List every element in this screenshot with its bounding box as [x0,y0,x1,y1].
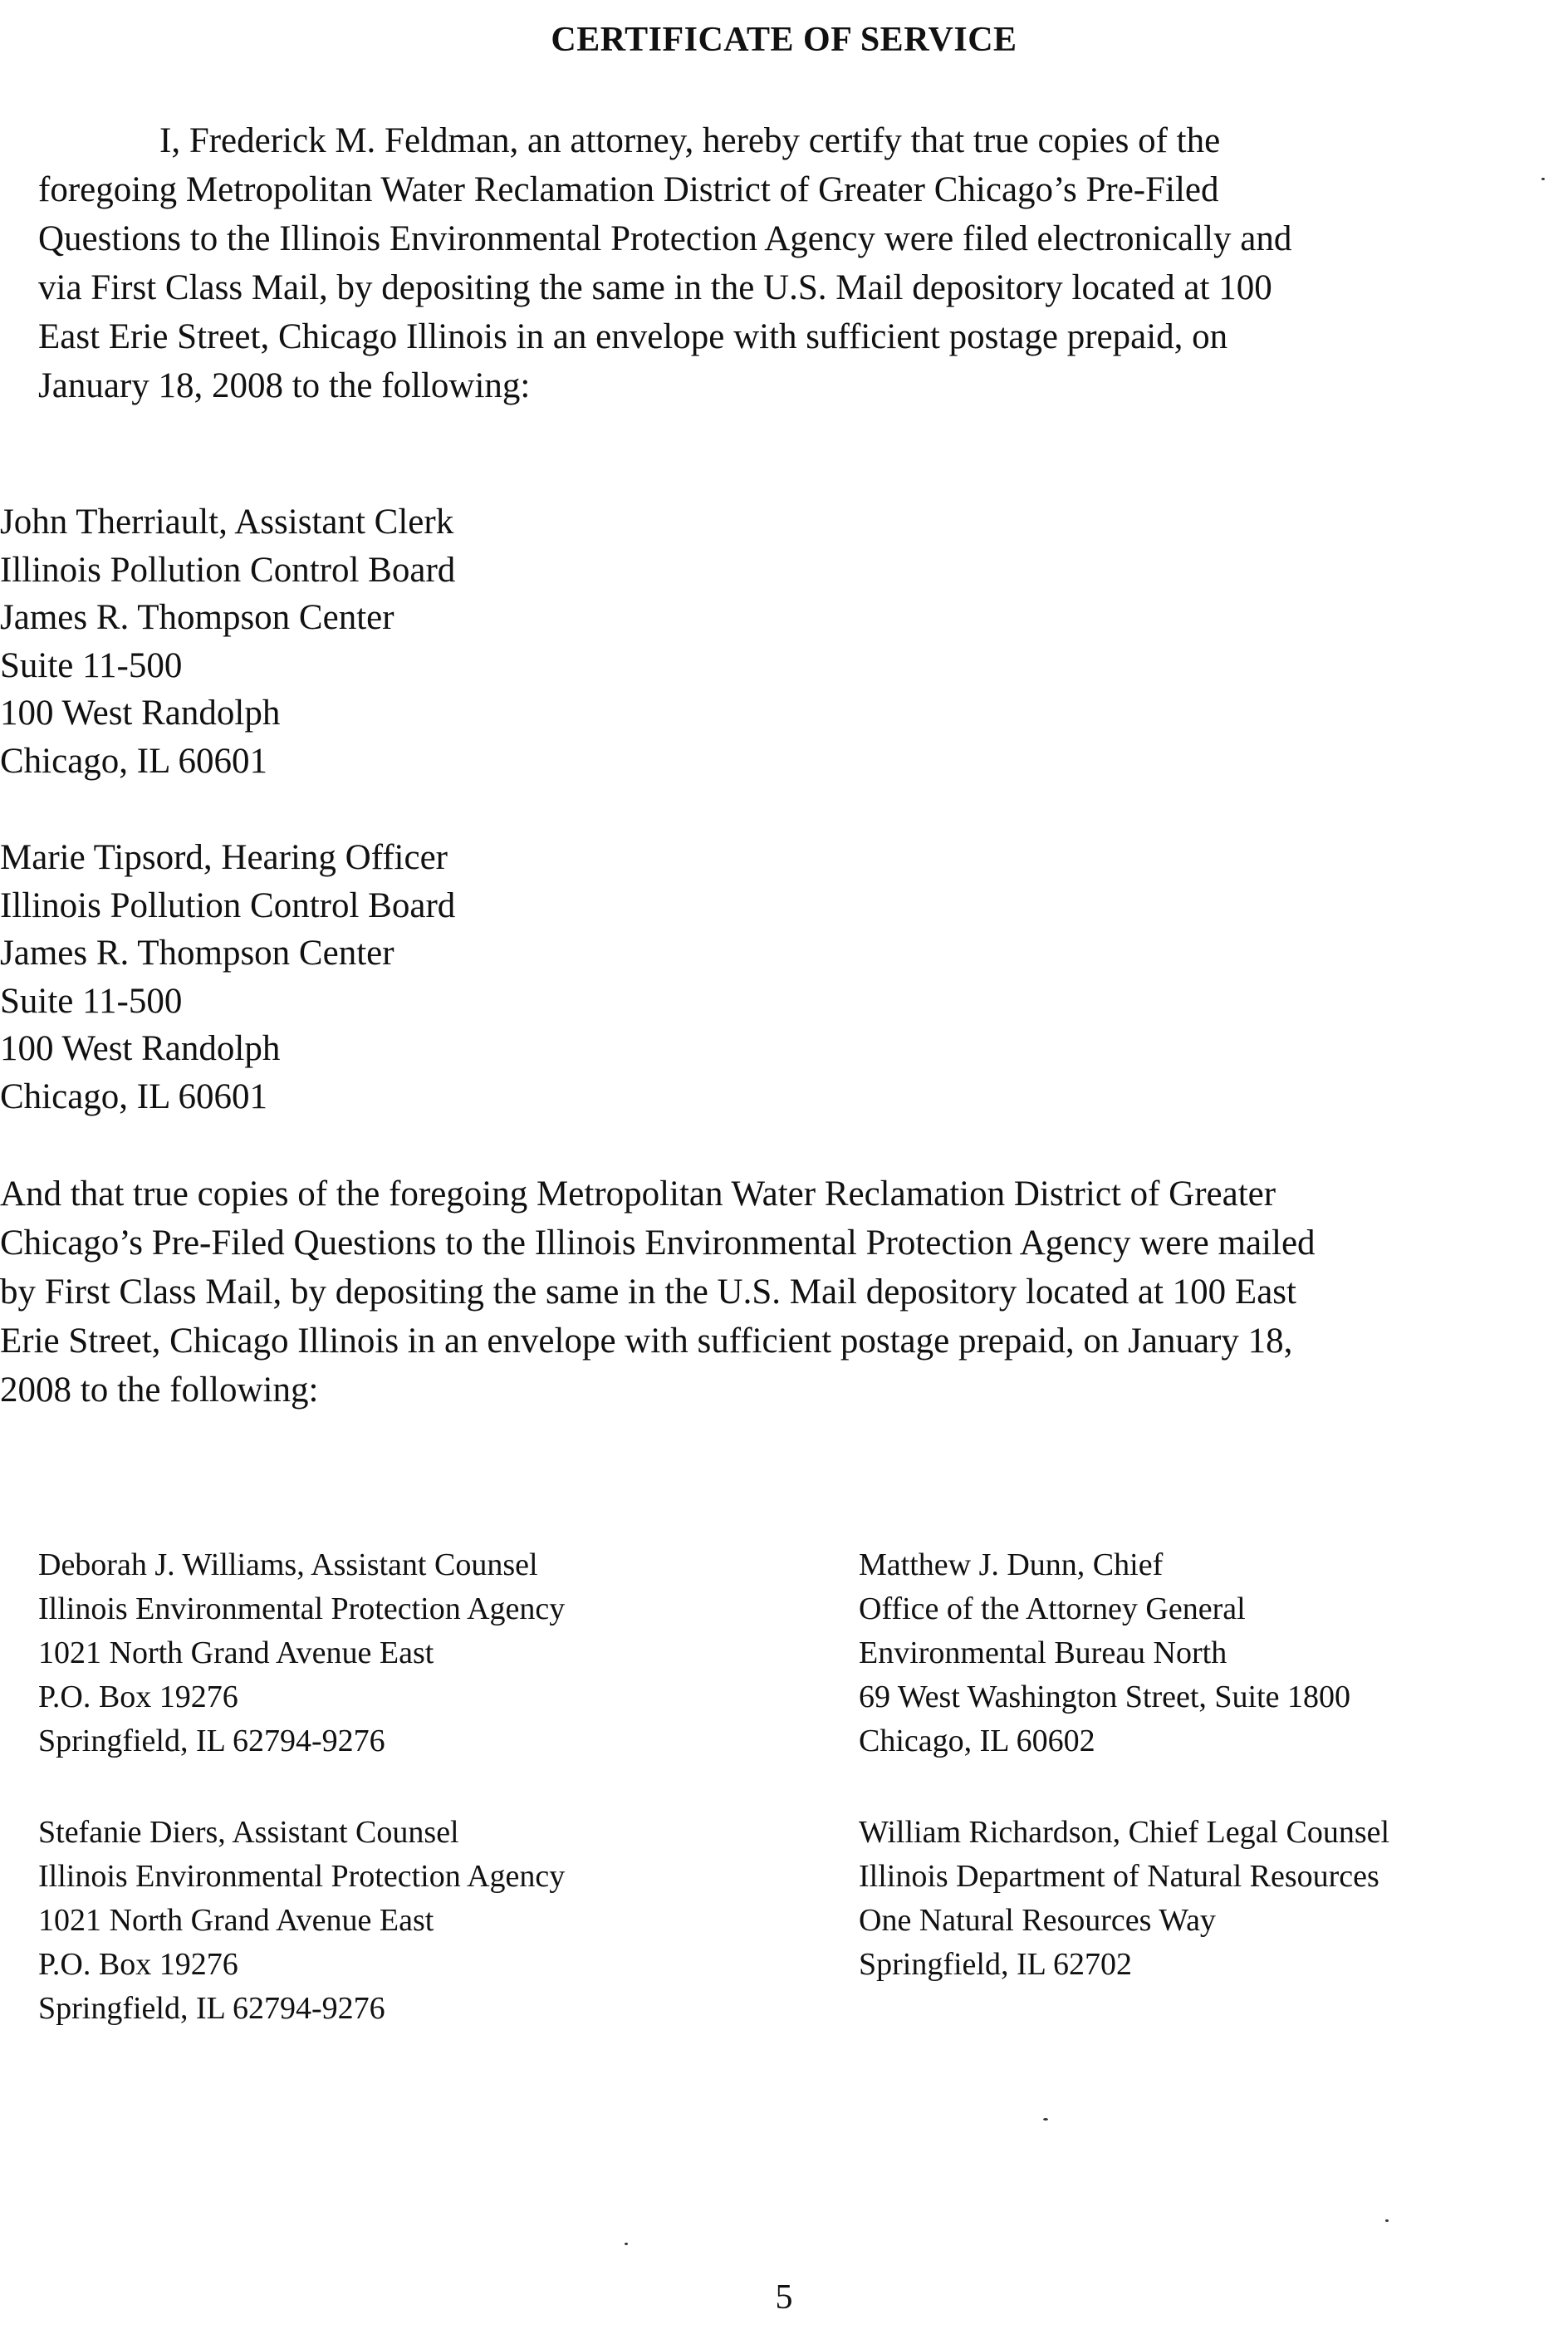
paragraph-line: East Erie Street, Chicago Illinois in an envelope with sufficient postage prepaid, on [38,317,1228,356]
paragraph-line: via First Class Mail, by depositing the same in the U.S. Mail depository located at 100 [38,268,1272,307]
paragraph-line: January 18, 2008 to the following: [38,366,531,405]
paragraph-line: foregoing Metropolitan Water Reclamation District of Greater Chicago’s Pre-Filed [38,170,1219,209]
address-line: One Natural Resources Way [859,1903,1216,1938]
address-line: Illinois Department of Natural Resources [859,1859,1379,1894]
address-line: James R. Thompson Center [0,934,394,973]
address-line: Deborah J. Williams, Assistant Counsel [38,1547,538,1582]
address-line: Chicago, IL 60602 [859,1724,1095,1758]
address-line: P.O. Box 19276 [38,1947,238,1982]
certification-paragraph [38,116,1291,410]
address-line: P.O. Box 19276 [38,1679,238,1714]
address-line: John Therriault, Assistant Clerk [0,503,454,542]
address-line: Illinois Pollution Control Board [0,885,456,925]
address-line: Marie Tipsord, Hearing Officer [0,838,448,877]
paragraph-line: And that true copies of the foregoing Metropolitan Water Reclamation District of Greater [0,1174,1276,1214]
address-line: Illinois Pollution Control Board [0,550,456,590]
scan-speck [1043,2118,1048,2121]
paragraph-line: Chicago’s Pre-Filed Questions to the Illinois Environmental Protection Agency were mailed [0,1223,1316,1263]
paragraph-line: Questions to the Illinois Environmental Protection Agency were filed electronically and [38,219,1292,258]
recipient-address-richardson [859,1811,1389,1987]
address-line: 100 West Randolph [0,1029,281,1069]
address-line: Stefanie Diers, Assistant Counsel [38,1815,459,1850]
address-line: Suite 11-500 [0,981,183,1021]
paragraph-line: Erie Street, Chicago Illinois in an envelope with sufficient postage prepaid, on January 18, [0,1322,1293,1361]
address-line: 1021 North Grand Avenue East [38,1903,434,1938]
address-line: Chicago, IL 60601 [0,1076,268,1116]
address-line: Environmental Bureau North [859,1635,1227,1670]
address-line: Illinois Environmental Protection Agency [38,1591,566,1626]
address-line: Suite 11-500 [0,645,183,685]
address-line: 100 West Randolph [0,694,281,733]
address-line: Springfield, IL 62794-9276 [38,1724,385,1758]
paragraph-line: 2008 to the following: [0,1371,319,1410]
scan-speck [625,2243,628,2245]
recipient-address-hearing-officer [0,834,455,1121]
recipient-address-clerk [0,498,455,786]
mailing-paragraph [0,1170,1316,1415]
scan-speck [1541,178,1545,180]
address-line: Matthew J. Dunn, Chief [859,1547,1164,1582]
address-line: Illinois Environmental Protection Agency [38,1859,566,1894]
address-line: Chicago, IL 60601 [0,741,268,781]
recipient-address-dunn [859,1543,1350,1763]
scan-speck [1385,2219,1389,2222]
address-line: Office of the Attorney General [859,1591,1246,1626]
recipient-address-williams [38,1543,565,1763]
recipient-address-diers [38,1811,565,2031]
address-line: Springfield, IL 62702 [859,1947,1132,1982]
address-line: William Richardson, Chief Legal Counsel [859,1815,1390,1850]
address-line: James R. Thompson Center [0,598,394,638]
address-line: 69 West Washington Street, Suite 1800 [859,1679,1351,1714]
address-line: 1021 North Grand Avenue East [38,1635,434,1670]
paragraph-line: I, Frederick M. Feldman, an attorney, hereby certify that true copies of the [159,121,1221,160]
document-title: CERTIFICATE OF SERVICE [551,21,1017,59]
page-number: 5 [775,2278,793,2317]
address-line: Springfield, IL 62794-9276 [38,1991,385,2026]
paragraph-line: by First Class Mail, by depositing the same in the U.S. Mail depository located at 100 East [0,1272,1296,1312]
